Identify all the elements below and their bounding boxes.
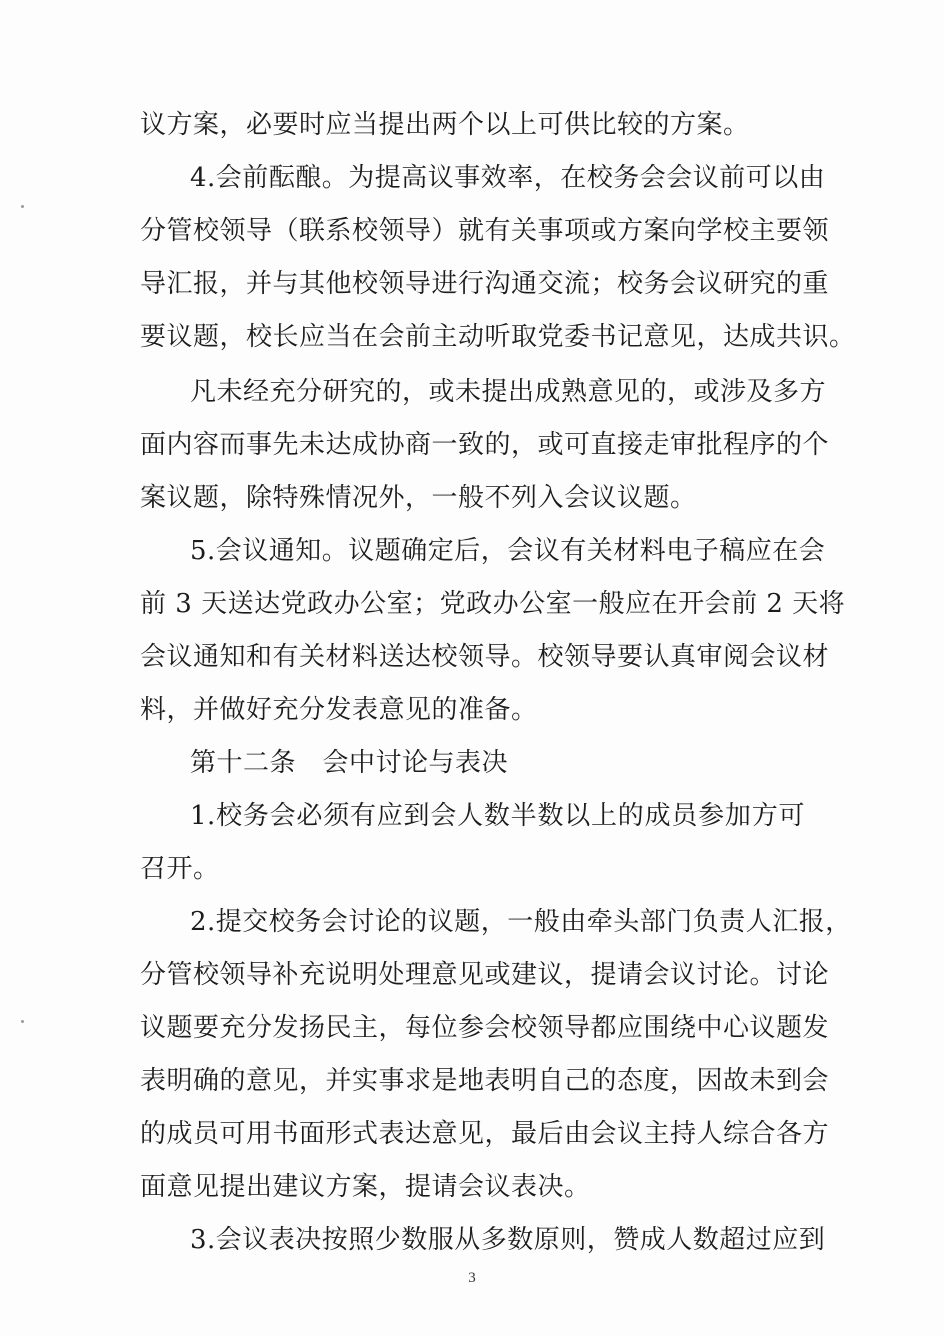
text-line: 面意见提出建议方案，提请会议表决。: [140, 1172, 591, 1202]
text-line: 1.校务会必须有应到会人数半数以上的成员参加方可: [190, 801, 805, 831]
text-line: 的成员可用书面形式表达意见，最后由会议主持人综合各方: [140, 1119, 830, 1149]
text-line: 表明确的意见，并实事求是地表明自己的态度，因故未到会: [140, 1066, 830, 1096]
text-line: 2.提交校务会讨论的议题，一般由牵头部门负责人汇报，: [190, 907, 852, 937]
text-line: 要议题，校长应当在会前主动听取党委书记意见，达成共识。: [140, 322, 856, 352]
section-heading: 第十二条 会中讨论与表决: [190, 748, 509, 778]
text-line: 会议通知和有关材料送达校领导。校领导要认真审阅会议材: [140, 642, 830, 672]
scan-mark: [21, 205, 24, 208]
text-line: 面内容而事先未达成协商一致的，或可直接走审批程序的个: [140, 430, 830, 460]
scan-mark: [21, 1020, 24, 1023]
text-line: 议方案，必要时应当提出两个以上可供比较的方案。: [140, 110, 750, 140]
text-line: 凡未经充分研究的，或未提出成熟意见的，或涉及多方: [190, 377, 827, 407]
text-line: 案议题，除特殊情况外，一般不列入会议议题。: [140, 483, 697, 513]
text-line: 料，并做好充分发表意见的准备。: [140, 695, 538, 725]
text-line: 分管校领导补充说明处理意见或建议，提请会议讨论。讨论: [140, 960, 830, 990]
text-line: 议题要充分发扬民主，每位参会校领导都应围绕中心议题发: [140, 1013, 830, 1043]
text-line: 召开。: [140, 854, 220, 884]
page-number: 3: [468, 1270, 476, 1286]
text-line: 导汇报，并与其他校领导进行沟通交流；校务会议研究的重: [140, 269, 830, 299]
text-line: 5.会议通知。议题确定后，会议有关材料电子稿应在会: [190, 536, 826, 566]
text-line: 4.会前酝酿。为提高议事效率，在校务会会议前可以由: [190, 163, 826, 193]
text-line: 前 3 天送达党政办公室；党政办公室一般应在开会前 2 天将: [140, 589, 846, 619]
text-line: 3.会议表决按照少数服从多数原则，赞成人数超过应到: [190, 1225, 826, 1255]
text-line: 分管校领导（联系校领导）就有关事项或方案向学校主要领: [140, 216, 830, 246]
